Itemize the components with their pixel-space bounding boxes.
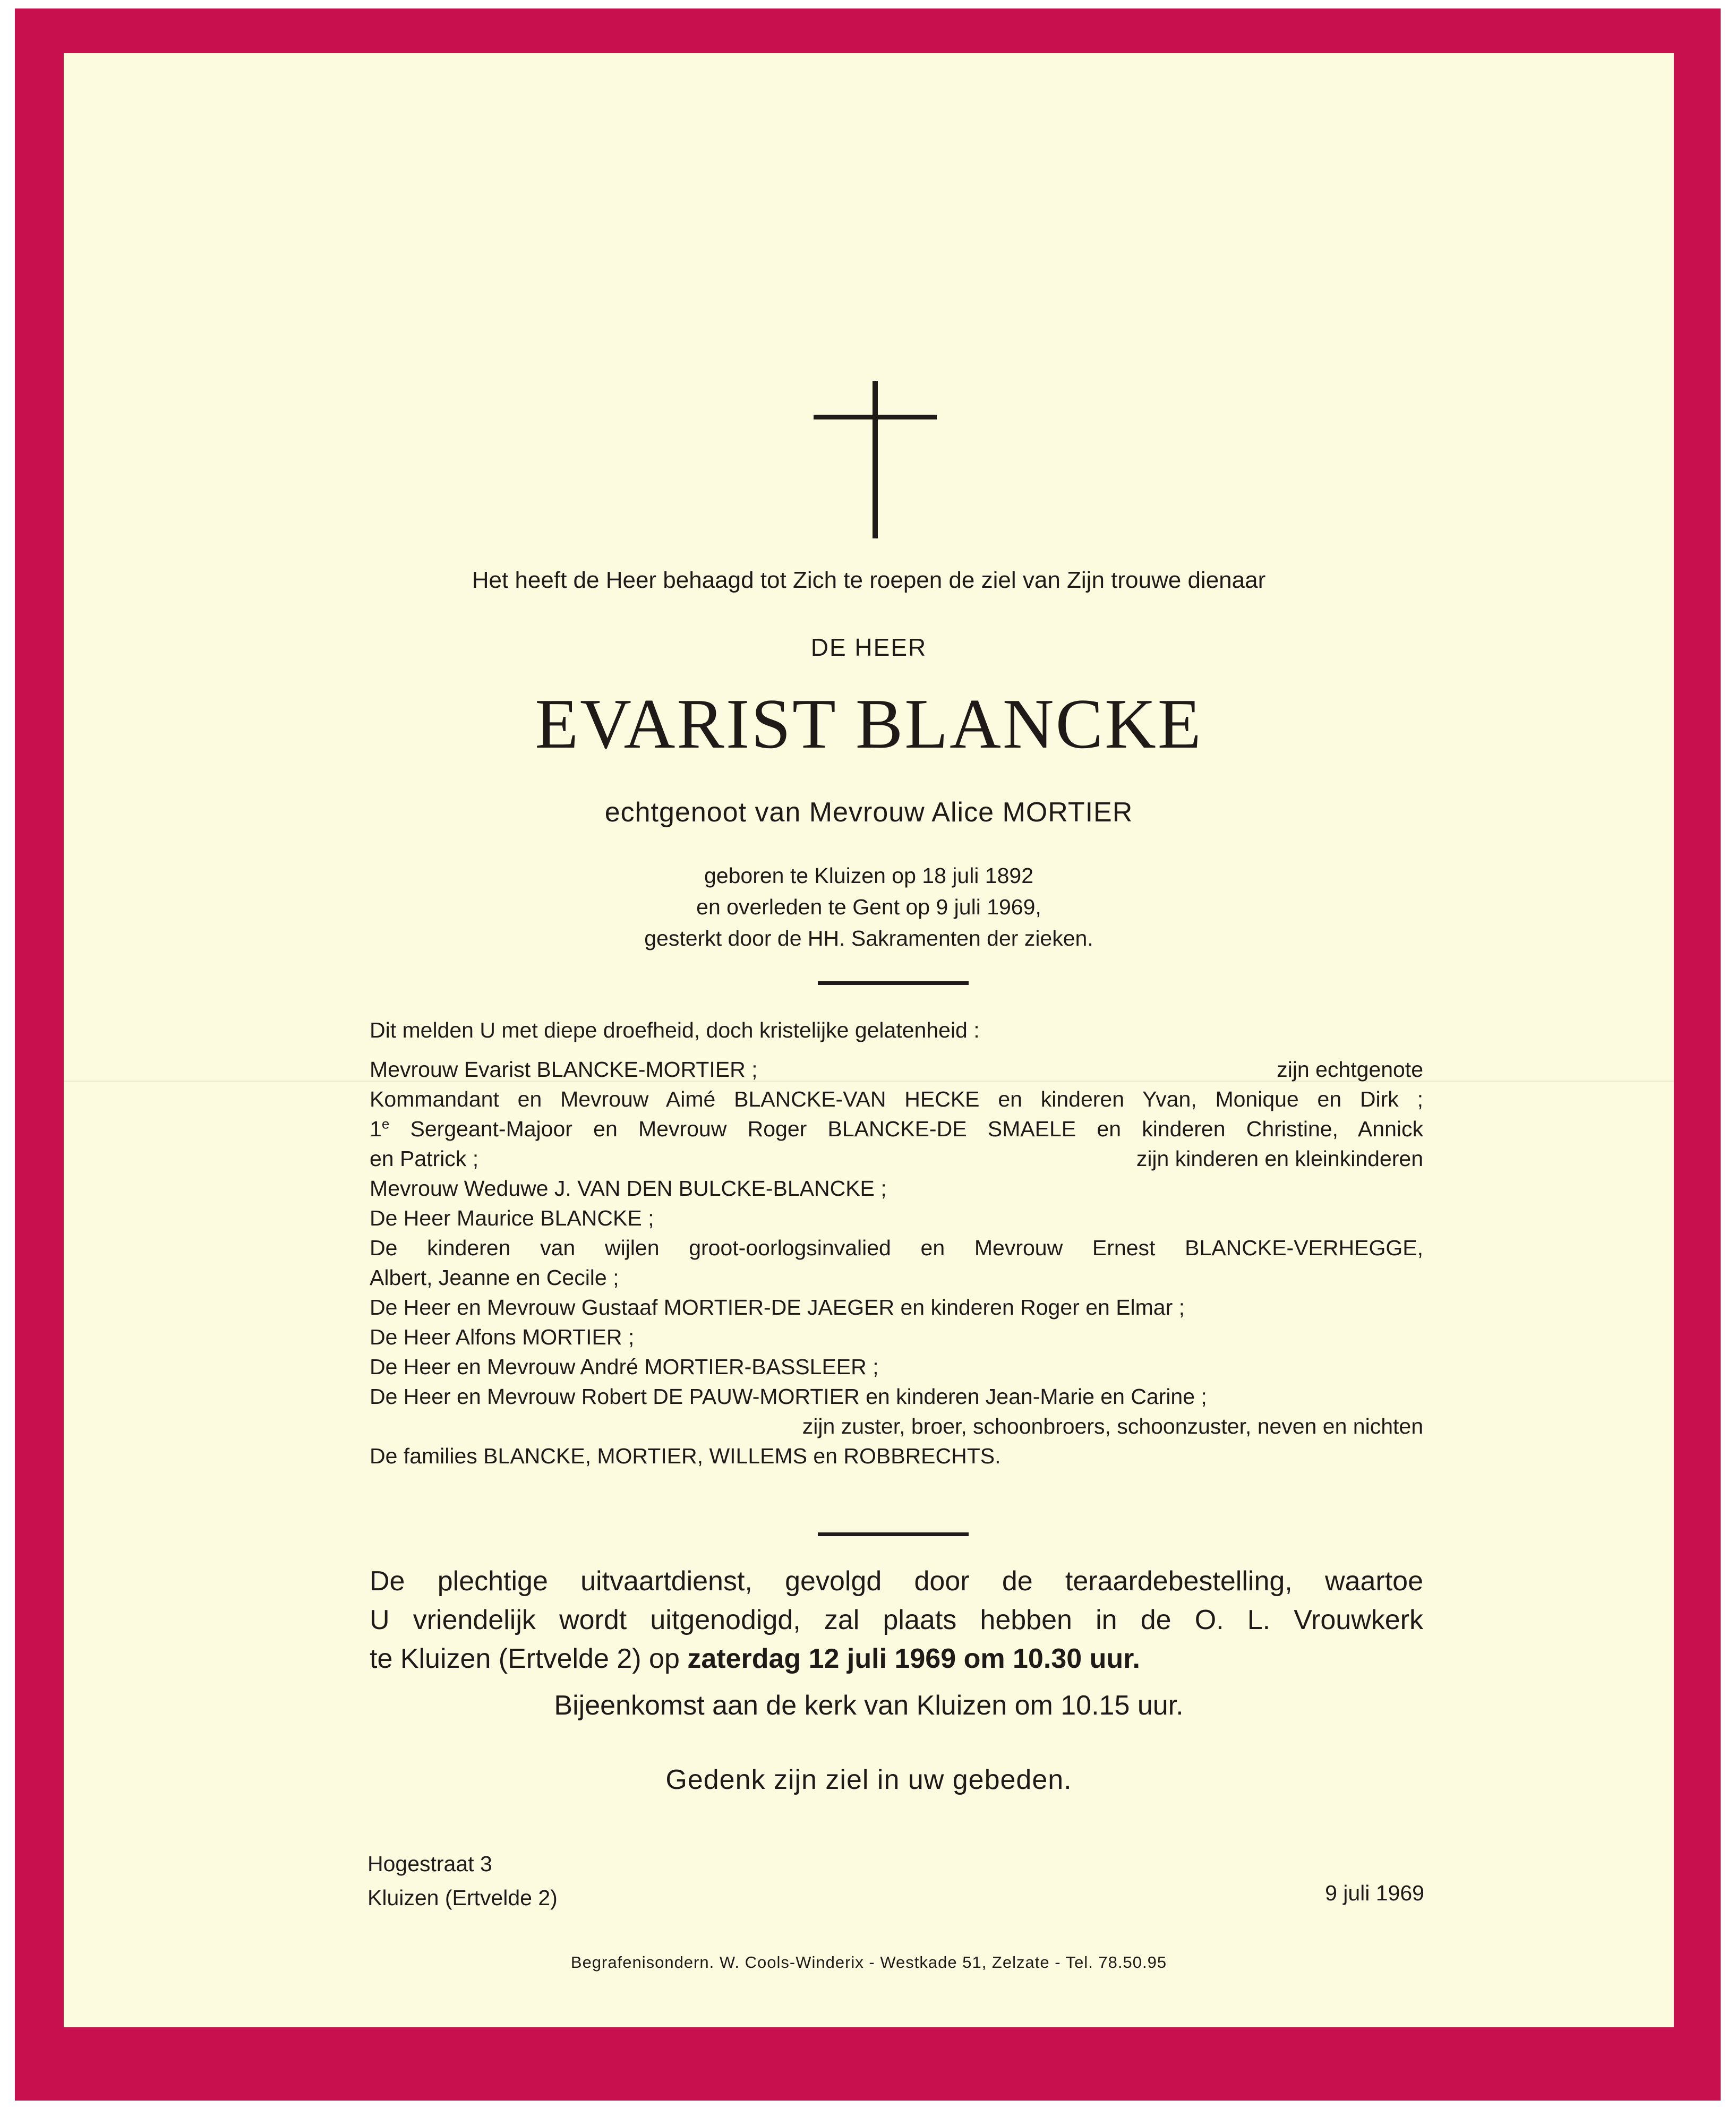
meeting-text: Bijeenkomst aan de kerk van Kluizen om 10.15 uur.	[554, 1690, 1184, 1721]
mourner-son2-cont: en Patrick ;	[370, 1146, 479, 1171]
relation-label: zijn zuster, broer, schoonbroers, schoonzuster, neven en nichten	[802, 1414, 1423, 1438]
death-line: en overleden te Gent op 9 juli 1969,	[696, 895, 1041, 919]
mourner-line: De Heer en Mevrouw Gustaaf MORTIER-DE JAEGER en kinderen Roger en Elmar ;	[370, 1295, 1185, 1319]
rank-superscript: e	[381, 1116, 390, 1132]
undertaker-line: Begrafenisondern. W. Cools-Winderix - Westkade 51, Zelzate - Tel. 78.50.95	[570, 1953, 1167, 1972]
cross-vertical-bar	[873, 381, 878, 538]
relation-label: zijn kinderen en kleinkinderen	[1136, 1146, 1423, 1171]
mourner-line: Albert, Jeanne en Cecile ;	[370, 1265, 619, 1290]
relation-label: zijn echtgenote	[1277, 1057, 1423, 1082]
mourner-line: De kinderen van wijlen groot-oorlogsinvalied en Mevrouw Ernest BLANCKE-VERHEGGE,	[370, 1236, 1423, 1260]
cross-horizontal-bar	[814, 415, 937, 419]
mourning-card	[64, 53, 1674, 2027]
service-datetime: zaterdag 12 juli 1969 om 10.30 uur.	[687, 1643, 1140, 1674]
service-line: De plechtige uitvaartdienst, gevolgd door de teraardebestelling, waartoe	[370, 1566, 1423, 1597]
family-address	[367, 1847, 558, 1915]
address-street: Hogestraat 3	[367, 1852, 492, 1876]
mourners-list	[370, 1015, 1423, 1471]
sacraments-line: gesterkt door de HH. Sakramenten der zieken.	[644, 926, 1093, 950]
intro-text: Het heeft de Heer behaagd tot Zich te roepen de ziel van Zijn trouwe dienaar	[472, 567, 1266, 593]
service-location: te Kluizen (Ertvelde 2) op	[370, 1643, 688, 1674]
service-line	[370, 1640, 1423, 1678]
mourner-line	[370, 1114, 1423, 1144]
mourner-line: De Heer Maurice BLANCKE ;	[370, 1206, 654, 1230]
birth-line: geboren te Kluizen op 18 juli 1892	[704, 863, 1034, 888]
divider	[818, 981, 969, 985]
mourner-line: Kommandant en Mevrouw Aimé BLANCKE-VAN HECKE en kinderen Yvan, Monique en Dirk ;	[370, 1087, 1423, 1111]
mourner-son2: Sergeant-Majoor en Mevrouw Roger BLANCKE-DE SMAELE en kinderen Christine, Annick	[389, 1117, 1423, 1141]
mourners-lead: Dit melden U met diepe droefheid, doch kristelijke gelatenheid :	[370, 1018, 980, 1042]
life-dates	[64, 860, 1674, 954]
spouse-line: echtgenoot van Mevrouw Alice MORTIER	[604, 797, 1133, 828]
mourner-line: De families BLANCKE, MORTIER, WILLEMS en ROBBRECHTS.	[370, 1444, 1001, 1468]
mourning-card-border	[15, 8, 1721, 2101]
address-town: Kluizen (Ertvelde 2)	[367, 1886, 558, 1910]
notice-date: 9 juli 1969	[1325, 1881, 1424, 1905]
service-line: U vriendelijk wordt uitgenodigd, zal plaats hebben in de O. L. Vrouwkerk	[370, 1605, 1423, 1635]
prayer-text: Gedenk zijn ziel in uw gebeden.	[665, 1764, 1072, 1795]
deceased-name: EVARIST BLANCKE	[535, 684, 1203, 763]
mourner-line	[370, 1055, 1423, 1084]
funeral-service-text	[370, 1562, 1423, 1678]
mourner-line: Mevrouw Weduwe J. VAN DEN BULCKE-BLANCKE ;	[370, 1176, 887, 1201]
rank-number: 1	[370, 1117, 382, 1141]
honorific-title: DE HEER	[810, 633, 927, 661]
mourner-line	[370, 1144, 1423, 1173]
mourner-line: De Heer en Mevrouw André MORTIER-BASSLEER ;	[370, 1355, 879, 1379]
latin-cross-icon	[814, 381, 937, 538]
divider	[818, 1532, 969, 1536]
mourner-line: De Heer en Mevrouw Robert DE PAUW-MORTIER en kinderen Jean-Marie en Carine ;	[370, 1384, 1207, 1409]
mourner-line: De Heer Alfons MORTIER ;	[370, 1325, 635, 1349]
mourner-wife: Mevrouw Evarist BLANCKE-MORTIER ;	[370, 1057, 758, 1082]
